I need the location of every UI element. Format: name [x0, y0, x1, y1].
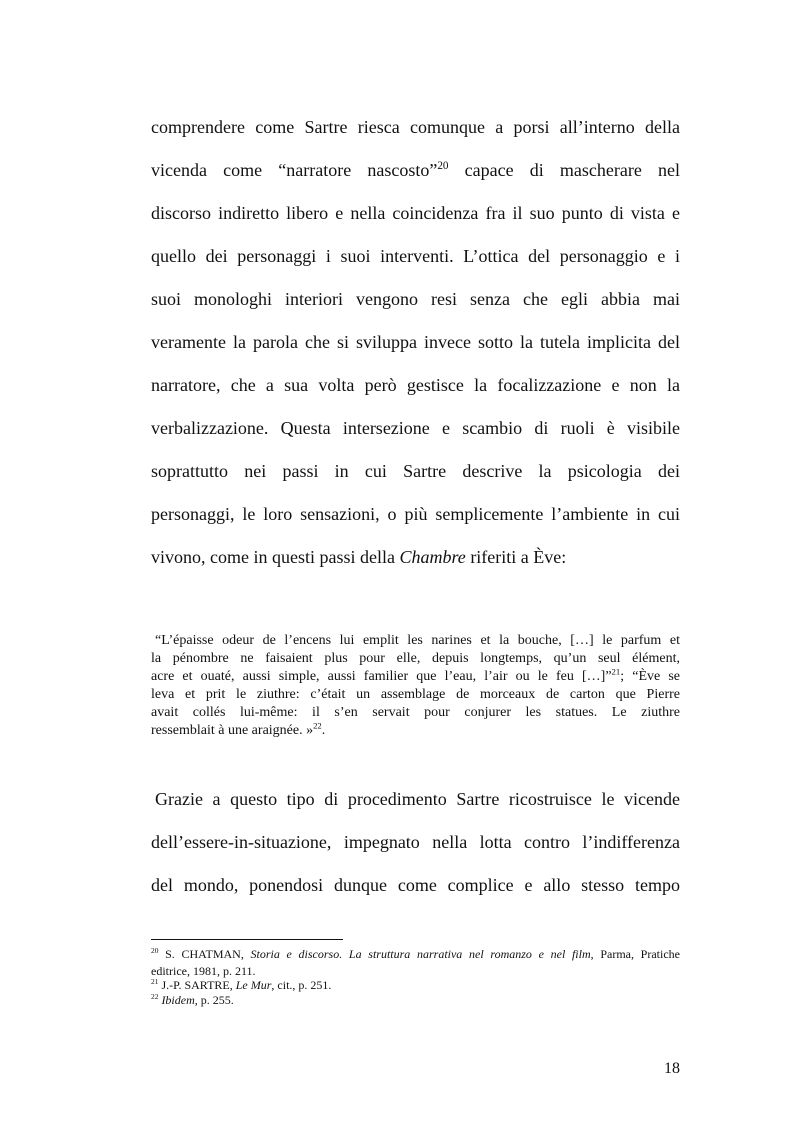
quote-line [151, 668, 680, 686]
body-line: narratore, che a sua volta però gestisce la focalizzazione e non la [151, 375, 680, 395]
footnote-number: 20 [151, 946, 159, 955]
footnote-text: , Parma, Pratiche [590, 947, 680, 961]
footnote-number: 22 [151, 992, 159, 1001]
body-line: comprendere come Sartre riesca comunque a porsi all’interno della [151, 117, 680, 137]
body-line: suoi monologhi interiori vengono resi senza che egli abbia mai [151, 289, 680, 309]
quote-line: leva et prit le ziuthre: c’était un assemblage de morceaux de carton que Pierre [151, 687, 680, 702]
body-line: personaggi, le loro sensazioni, o più semplicemente l’ambiente in cui [151, 504, 680, 524]
body-line: discorso indiretto libero e nella coincidenza fra il suo punto di vista e [151, 203, 680, 223]
footnote-ref: 22 [313, 720, 322, 731]
body-line: Grazie a questo tipo di procedimento Sartre ricostruisce le vicende [155, 789, 680, 809]
footnote-text: , p. 255. [194, 993, 234, 1007]
body-line: verbalizzazione. Questa intersezione e scambio di ruoli è visibile [151, 418, 680, 438]
footnote-number: 21 [151, 977, 159, 986]
body-line [151, 546, 680, 590]
body-line [151, 159, 680, 203]
quote-line [151, 722, 680, 740]
quote-line: “L’épaisse odeur de l’encens lui emplit les narines et la bouche, […] le parfum et [155, 633, 680, 648]
footnote-italic: Storia e discorso. La struttura narrativa nel romanzo e nel film [250, 947, 591, 961]
body-text: riferiti a Ève: [465, 547, 567, 567]
footnote-text: J.-P. SARTRE, [158, 978, 236, 992]
footnote-line [151, 978, 691, 992]
footnote-line: editrice, 1981, p. 211. [151, 964, 256, 978]
footnote-line [151, 947, 680, 961]
body-line: soprattutto nei passi in cui Sartre descrive la psicologia dei [151, 461, 680, 481]
footnote-ref: 21 [611, 666, 621, 677]
body-line: del mondo, ponendosi dunque come complice e allo stesso tempo [151, 875, 680, 895]
body-text: capace di mascherare nel [448, 160, 680, 180]
quote-text: ressemblait à une araignée. » [151, 723, 314, 738]
footnote-italic: Ibidem [161, 993, 195, 1007]
quote-text: ; “Ève se [620, 669, 681, 684]
page-number: 18 [664, 1060, 680, 1077]
body-line: quello dei personaggi i suoi interventi. L’ottica del personaggio e i [151, 246, 680, 266]
quote-text: . [321, 723, 326, 738]
body-text: vicenda come “narratore nascosto” [151, 160, 438, 180]
body-line: dell’essere-in-situazione, impegnato nella lotta contro l’indifferenza [151, 832, 680, 852]
body-text: vivono, come in questi passi della [151, 547, 400, 567]
footnote-text: S. CHATMAN, [158, 947, 251, 961]
quote-line: avait collés lui-même: il s’en servait pour conjurer les statues. Le ziuthre [151, 705, 680, 720]
footnote-line [151, 993, 691, 1007]
footnote-ref: 20 [437, 160, 449, 172]
footnote-text: , cit., p. 251. [271, 978, 332, 992]
quote-text: acre et ouaté, aussi simple, aussi familier que l’eau, l’air ou le feu […]” [151, 669, 612, 684]
footnote-divider [151, 939, 343, 940]
footnote-italic: Le Mur [235, 978, 272, 992]
body-line: veramente la parola che si sviluppa invece sotto la tutela implicita del [151, 332, 680, 352]
quote-line: la pénombre ne faisaient plus pour elle, depuis longtemps, qu’un seul élément, [151, 651, 680, 666]
italic-title: Chambre [399, 547, 466, 567]
